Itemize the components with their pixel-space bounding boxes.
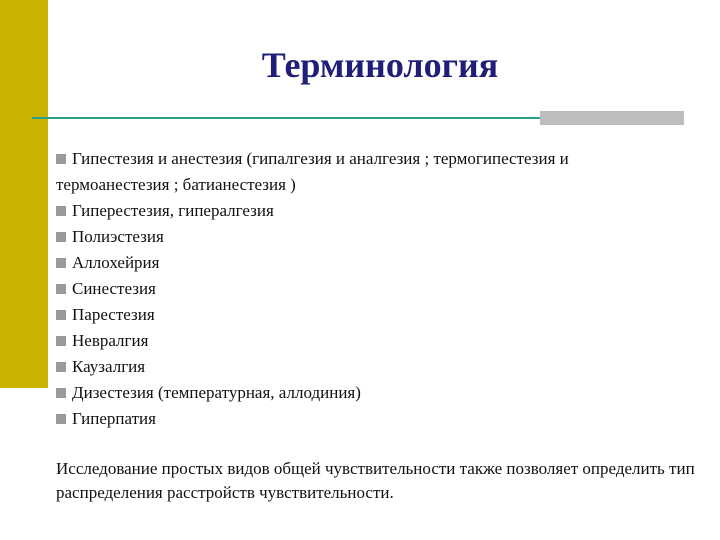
bullet-item (56, 302, 686, 328)
bullet-list (56, 146, 686, 432)
bullet-text: Полиэстезия (72, 227, 164, 246)
square-bullet-icon (56, 362, 66, 372)
bullet-text: Гиперестезия, гипералгезия (72, 201, 274, 220)
square-bullet-icon (56, 336, 66, 346)
bullet-item (56, 146, 686, 198)
bullet-item (56, 328, 686, 354)
bullet-text: Гиперпатия (72, 409, 156, 428)
bullet-item (56, 224, 686, 250)
square-bullet-icon (56, 388, 66, 398)
square-bullet-icon (56, 414, 66, 424)
square-bullet-icon (56, 206, 66, 216)
square-bullet-icon (56, 232, 66, 242)
summary-paragraph: Исследование простых видов общей чувствительности также позволяет определить тип распределения расстройств чувствительности. (56, 459, 695, 502)
bullet-text: Аллохейрия (72, 253, 160, 272)
bullet-item (56, 250, 686, 276)
title-divider-block (540, 111, 684, 125)
bullet-item (56, 406, 686, 432)
bullet-text: Синестезия (72, 279, 156, 298)
slide-title: Терминология (261, 45, 499, 85)
bullet-text: Каузалгия (72, 357, 146, 376)
bullet-text: Парестезия (72, 305, 155, 324)
bullet-text: Невралгия (72, 331, 149, 350)
bullet-text: Гипестезия и анестезия (гипалгезия и аналгезия ; термогипестезия и термоанестезия ; батианестезия ) (56, 149, 569, 194)
bullet-item (56, 276, 686, 302)
bullet-text: Дизестезия (температурная, аллодиния) (72, 383, 361, 402)
square-bullet-icon (56, 284, 66, 294)
bullet-item (56, 198, 686, 224)
bullet-item (56, 354, 686, 380)
bullet-item (56, 380, 686, 406)
square-bullet-icon (56, 310, 66, 320)
square-bullet-icon (56, 154, 66, 164)
square-bullet-icon (56, 258, 66, 268)
